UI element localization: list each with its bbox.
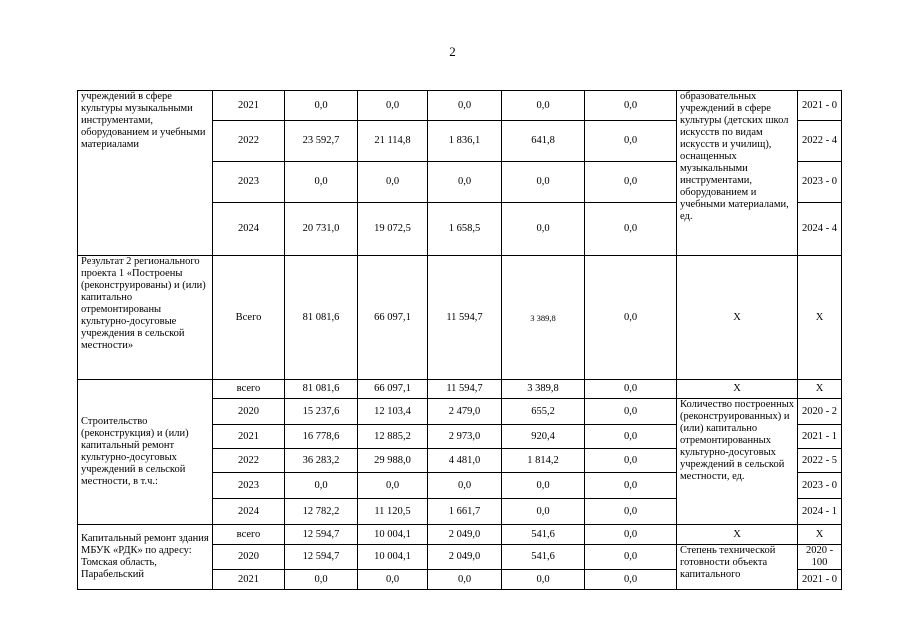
total-cell: 12 782,2	[285, 499, 358, 525]
federal-cell: 0,0	[358, 570, 428, 590]
target-cell: 2021 - 1	[798, 425, 842, 449]
federal-cell: 12 885,2	[358, 425, 428, 449]
target-cell: 2024 - 1	[798, 499, 842, 525]
other-cell: 0,0	[585, 499, 677, 525]
other-cell: 0,0	[585, 91, 677, 121]
total-cell: 16 778,6	[285, 425, 358, 449]
federal-cell: 10 004,1	[358, 525, 428, 545]
regional-cell: 0,0	[428, 570, 502, 590]
total-cell: 12 594,7	[285, 545, 358, 570]
regional-cell: 1 661,7	[428, 499, 502, 525]
year-cell: 2021	[213, 91, 285, 121]
year-cell: всего	[213, 525, 285, 545]
other-cell: 0,0	[585, 545, 677, 570]
other-cell: 0,0	[585, 570, 677, 590]
page-number: 2	[449, 44, 456, 59]
total-cell: 12 594,7	[285, 525, 358, 545]
activity-name: учреждений в сфере культуры музыкальными инструментами, оборудованием и учебными материалами	[78, 91, 213, 256]
other-cell: 0,0	[585, 449, 677, 473]
federal-cell: 29 988,0	[358, 449, 428, 473]
indicator-name: Степень технической готовности объекта капитального	[677, 545, 798, 590]
total-cell: 15 237,6	[285, 399, 358, 425]
municipal-cell: 541,6	[502, 525, 585, 545]
budget-table	[77, 90, 842, 590]
federal-cell: 10 004,1	[358, 545, 428, 570]
total-cell: 23 592,7	[285, 121, 358, 162]
table-row	[78, 91, 842, 121]
federal-cell: 12 103,4	[358, 399, 428, 425]
target-cell: 2022 - 4	[798, 121, 842, 162]
indicator-name: Х	[677, 525, 798, 545]
federal-cell: 21 114,8	[358, 121, 428, 162]
table-row	[78, 380, 842, 399]
other-cell: 0,0	[585, 425, 677, 449]
total-cell: 0,0	[285, 162, 358, 203]
total-cell: 20 731,0	[285, 203, 358, 256]
year-cell: всего	[213, 380, 285, 399]
federal-cell: 0,0	[358, 162, 428, 203]
federal-cell: 0,0	[358, 91, 428, 121]
target-cell: 2024 - 4	[798, 203, 842, 256]
target-cell: Х	[798, 256, 842, 380]
target-cell: 2021 - 0	[798, 570, 842, 590]
municipal-cell: 920,4	[502, 425, 585, 449]
activity-name: Строительство (реконструкция) и (или) капитальный ремонт культурно-досуговых учреждений в сельской местности, в т.ч.:	[78, 380, 213, 525]
total-cell: 0,0	[285, 570, 358, 590]
total-cell: 81 081,6	[285, 380, 358, 399]
regional-cell: 0,0	[428, 91, 502, 121]
year-cell: 2023	[213, 162, 285, 203]
regional-cell: 0,0	[428, 162, 502, 203]
municipal-cell: 3 389,8	[502, 380, 585, 399]
indicator-name: Х	[677, 380, 798, 399]
federal-cell: 66 097,1	[358, 256, 428, 380]
municipal-cell: 0,0	[502, 203, 585, 256]
federal-cell: 66 097,1	[358, 380, 428, 399]
other-cell: 0,0	[585, 380, 677, 399]
federal-cell: 0,0	[358, 473, 428, 499]
municipal-cell: 3 389,8	[502, 256, 585, 380]
year-cell: 2020	[213, 399, 285, 425]
total-cell: 36 283,2	[285, 449, 358, 473]
year-cell: 2024	[213, 203, 285, 256]
target-cell: 2023 - 0	[798, 162, 842, 203]
regional-cell: 4 481,0	[428, 449, 502, 473]
target-cell: 2020 - 100	[798, 545, 842, 570]
activity-name: Результат 2 регионального проекта 1 «Построены (реконструированы) и (или) капитально отремонтированы культурно-досуговые учреждения в сельской местности»	[78, 256, 213, 380]
target-cell: 2023 - 0	[798, 473, 842, 499]
municipal-cell: 655,2	[502, 399, 585, 425]
table-row	[78, 525, 842, 545]
other-cell: 0,0	[585, 256, 677, 380]
indicator-name: образовательных учреждений в сфере культуры (детских школ искусств по видам искусств и училищ), оснащенных музыкальными инструментами, оборудованием и учебными материалами, ед.	[677, 91, 798, 256]
regional-cell: 2 049,0	[428, 525, 502, 545]
other-cell: 0,0	[585, 203, 677, 256]
regional-cell: 11 594,7	[428, 256, 502, 380]
other-cell: 0,0	[585, 162, 677, 203]
indicator-name: Х	[677, 256, 798, 380]
year-cell: 2020	[213, 545, 285, 570]
other-cell: 0,0	[585, 473, 677, 499]
regional-cell: 2 973,0	[428, 425, 502, 449]
municipal-cell: 0,0	[502, 499, 585, 525]
target-cell: 2020 - 2	[798, 399, 842, 425]
regional-cell: 1 658,5	[428, 203, 502, 256]
regional-cell: 0,0	[428, 473, 502, 499]
regional-cell: 2 049,0	[428, 545, 502, 570]
other-cell: 0,0	[585, 525, 677, 545]
municipal-cell: 1 814,2	[502, 449, 585, 473]
year-cell: 2022	[213, 449, 285, 473]
target-cell: Х	[798, 380, 842, 399]
total-cell: 81 081,6	[285, 256, 358, 380]
other-cell: 0,0	[585, 121, 677, 162]
regional-cell: 11 594,7	[428, 380, 502, 399]
regional-cell: 2 479,0	[428, 399, 502, 425]
total-cell: 0,0	[285, 473, 358, 499]
other-cell: 0,0	[585, 399, 677, 425]
year-cell: Всего	[213, 256, 285, 380]
municipal-cell: 0,0	[502, 473, 585, 499]
target-cell: 2022 - 5	[798, 449, 842, 473]
year-cell: 2022	[213, 121, 285, 162]
year-cell: 2021	[213, 425, 285, 449]
federal-cell: 19 072,5	[358, 203, 428, 256]
municipal-cell: 0,0	[502, 162, 585, 203]
year-cell: 2023	[213, 473, 285, 499]
regional-cell: 1 836,1	[428, 121, 502, 162]
activity-name: Капитальный ремонт здания МБУК «РДК» по адресу: Томская область, Парабельский	[78, 525, 213, 590]
target-cell: Х	[798, 525, 842, 545]
target-cell: 2021 - 0	[798, 91, 842, 121]
indicator-name: Количество построенных (реконструированных) и (или) капитально отремонтированных культурно-досуговых учреждений в сельской местности, ед.	[677, 399, 798, 525]
municipal-cell: 0,0	[502, 570, 585, 590]
municipal-cell: 541,6	[502, 545, 585, 570]
year-cell: 2024	[213, 499, 285, 525]
municipal-cell: 641,8	[502, 121, 585, 162]
table-row	[78, 256, 842, 380]
year-cell: 2021	[213, 570, 285, 590]
municipal-cell: 0,0	[502, 91, 585, 121]
federal-cell: 11 120,5	[358, 499, 428, 525]
total-cell: 0,0	[285, 91, 358, 121]
